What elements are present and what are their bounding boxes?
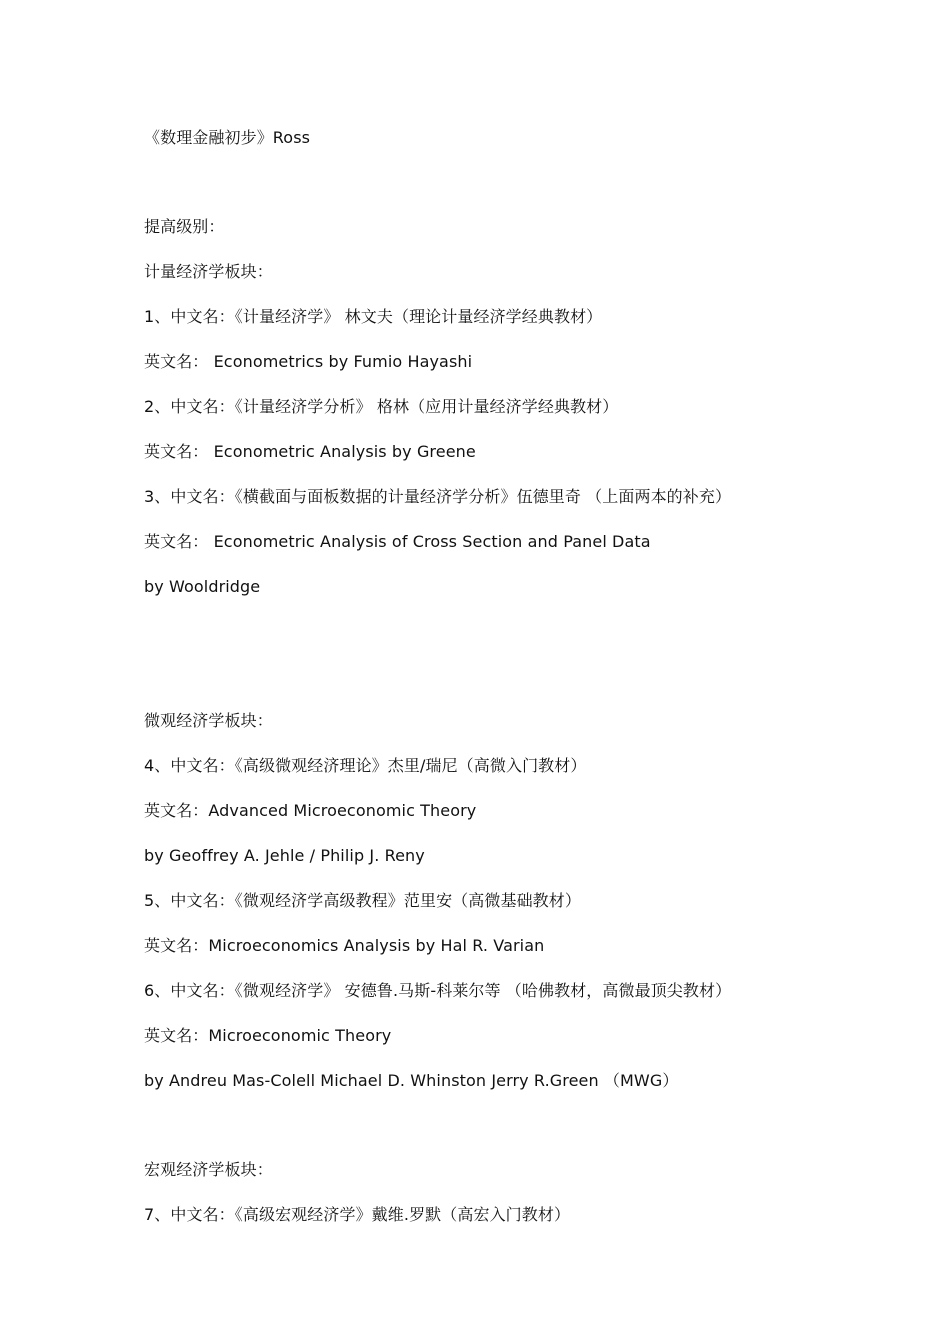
section-heading-econometrics: 计量经济学板块： <box>144 262 273 281</box>
book-2-chinese: 2、中文名：《计量经济学分析》 格林（应用计量经济学经典教材） <box>144 397 619 416</box>
section-heading-macroeconomics: 宏观经济学板块： <box>144 1160 273 1179</box>
book-6-english: 英文名：Microeconomic Theory <box>144 1026 392 1045</box>
level-heading: 提高级别： <box>144 217 225 236</box>
book-7-chinese: 7、中文名：《高级宏观经济学》戴维.罗默（高宏入门教材） <box>144 1205 571 1224</box>
book-5-english: 英文名：Microeconomics Analysis by Hal R. Varian <box>144 936 545 955</box>
section-heading-microeconomics: 微观经济学板块： <box>144 711 273 730</box>
book-1-english: 英文名： Econometrics by Fumio Hayashi <box>144 352 473 371</box>
book-3-chinese: 3、中文名：《横截面与面板数据的计量经济学分析》伍德里奇 （上面两本的补充） <box>144 487 732 506</box>
book-4-english: 英文名：Advanced Microeconomic Theory <box>144 801 477 820</box>
book-line-ross: 《数理金融初步》Ross <box>144 128 311 147</box>
book-2-english: 英文名： Econometric Analysis by Greene <box>144 442 476 461</box>
book-5-chinese: 5、中文名：《微观经济学高级教程》范里安（高微基础教材） <box>144 891 581 910</box>
book-3-author: by Wooldridge <box>144 577 261 596</box>
book-3-english: 英文名： Econometric Analysis of Cross Section and Panel Data <box>144 532 651 551</box>
book-4-author: by Geoffrey A. Jehle / Philip J. Reny <box>144 846 425 865</box>
book-6-chinese: 6、中文名：《微观经济学》 安德鲁.马斯-科莱尔等 （哈佛教材，高微最顶尖教材） <box>144 981 732 1000</box>
book-4-chinese: 4、中文名：《高级微观经济理论》杰里/瑞尼（高微入门教材） <box>144 756 587 775</box>
book-1-chinese: 1、中文名：《计量经济学》 林文夫（理论计量经济学经典教材） <box>144 307 603 326</box>
book-6-author: by Andreu Mas-Colell Michael D. Whinston Jerry R.Green （MWG） <box>144 1071 679 1090</box>
